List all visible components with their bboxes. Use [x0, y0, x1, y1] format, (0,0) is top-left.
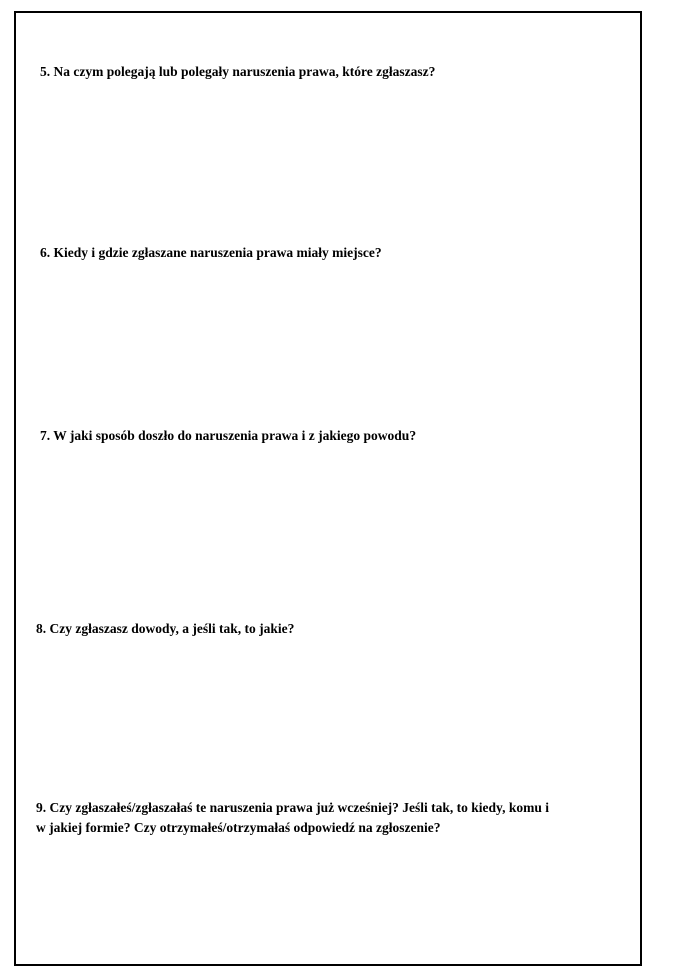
question-9-line-1: 9. Czy zgłaszałeś/zgłaszałaś te naruszenia prawa już wcześniej? Jeśli tak, to kiedy, komu i [36, 800, 549, 815]
question-9 [36, 798, 636, 838]
question-6: 6. Kiedy i gdzie zgłaszane naruszenia prawa miały miejsce? [40, 245, 382, 260]
question-7: 7. W jaki sposób doszło do naruszenia prawa i z jakiego powodu? [40, 428, 417, 443]
question-5: 5. Na czym polegają lub polegały naruszenia prawa, które zgłaszasz? [40, 64, 436, 79]
question-9-line-2: w jakiej formie? Czy otrzymałeś/otrzymałaś odpowiedź na zgłoszenie? [36, 820, 441, 835]
question-8: 8. Czy zgłaszasz dowody, a jeśli tak, to jakie? [36, 621, 295, 636]
